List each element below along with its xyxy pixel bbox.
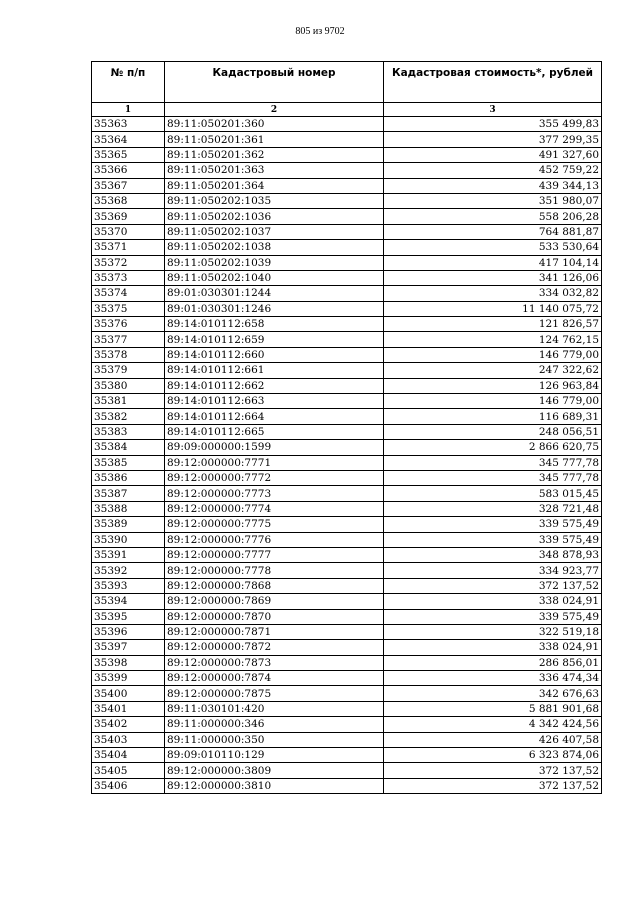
row-number-cell: 35394 (92, 594, 165, 609)
cadastral-number-cell: 89:12:000000:7778 (165, 563, 384, 578)
cadastral-number-cell: 89:12:000000:7869 (165, 594, 384, 609)
cadastral-number-cell: 89:11:050201:360 (165, 117, 384, 132)
header-cadastral-number: Кадастровый номер (165, 62, 384, 103)
row-number-cell: 35401 (92, 701, 165, 716)
table-row (92, 563, 602, 578)
cadastral-number-cell: 89:12:000000:3809 (165, 763, 384, 778)
row-number-cell: 35373 (92, 270, 165, 285)
table-row (92, 671, 602, 686)
row-number-cell: 35385 (92, 455, 165, 470)
cadastral-value-cell: 121 826,57 (384, 317, 602, 332)
table-row (92, 655, 602, 670)
table-row (92, 624, 602, 639)
cadastral-value-cell: 4 342 424,56 (384, 717, 602, 732)
cadastral-number-cell: 89:12:000000:3810 (165, 778, 384, 793)
row-number-cell: 35382 (92, 409, 165, 424)
row-number-cell: 35376 (92, 317, 165, 332)
row-number-cell: 35374 (92, 286, 165, 301)
row-number-cell: 35392 (92, 563, 165, 578)
header-row-number: № п/п (92, 62, 165, 103)
row-number-cell: 35367 (92, 178, 165, 193)
cadastral-value-cell: 5 881 901,68 (384, 701, 602, 716)
cadastral-number-cell: 89:14:010112:661 (165, 363, 384, 378)
table-row (92, 470, 602, 485)
cadastral-value-cell: 345 777,78 (384, 455, 602, 470)
table-row (92, 748, 602, 763)
table-header (92, 62, 602, 117)
table-row (92, 547, 602, 562)
row-number-cell: 35375 (92, 301, 165, 316)
cadastral-value-cell: 355 499,83 (384, 117, 602, 132)
cadastral-value-cell: 533 530,64 (384, 240, 602, 255)
cadastral-value-cell: 328 721,48 (384, 501, 602, 516)
cadastral-number-cell: 89:11:050202:1036 (165, 209, 384, 224)
row-number-cell: 35405 (92, 763, 165, 778)
row-number-cell: 35377 (92, 332, 165, 347)
row-number-cell: 35383 (92, 424, 165, 439)
cadastral-value-cell: 247 322,62 (384, 363, 602, 378)
table-row (92, 193, 602, 208)
table-row (92, 594, 602, 609)
cadastral-number-cell: 89:12:000000:7771 (165, 455, 384, 470)
table-row (92, 117, 602, 132)
cadastral-value-cell: 377 299,35 (384, 132, 602, 147)
table-row (92, 332, 602, 347)
row-number-cell: 35379 (92, 363, 165, 378)
cadastral-value-cell: 116 689,31 (384, 409, 602, 424)
row-number-cell: 35368 (92, 193, 165, 208)
table-row (92, 732, 602, 747)
table-row (92, 270, 602, 285)
row-number-cell: 35365 (92, 147, 165, 162)
cadastral-value-cell: 146 779,00 (384, 394, 602, 409)
cadastral-value-cell: 248 056,51 (384, 424, 602, 439)
table-row (92, 501, 602, 516)
cadastral-value-cell: 338 024,91 (384, 640, 602, 655)
row-number-cell: 35393 (92, 578, 165, 593)
cadastral-number-cell: 89:14:010112:659 (165, 332, 384, 347)
cadastral-number-cell: 89:11:050202:1040 (165, 270, 384, 285)
table-row (92, 701, 602, 716)
row-number-cell: 35389 (92, 517, 165, 532)
row-number-cell: 35390 (92, 532, 165, 547)
cadastral-number-cell: 89:12:000000:7777 (165, 547, 384, 562)
cadastral-value-cell: 452 759,22 (384, 163, 602, 178)
table-row (92, 178, 602, 193)
row-number-cell: 35399 (92, 671, 165, 686)
row-number-cell: 35391 (92, 547, 165, 562)
cadastral-value-cell: 338 024,91 (384, 594, 602, 609)
table-row (92, 424, 602, 439)
cadastral-value-cell: 126 963,84 (384, 378, 602, 393)
cadastral-number-cell: 89:01:030301:1244 (165, 286, 384, 301)
row-number-cell: 35400 (92, 686, 165, 701)
table-row (92, 578, 602, 593)
cadastral-value-cell: 417 104,14 (384, 255, 602, 270)
table-row (92, 394, 602, 409)
column-number-2: 2 (165, 103, 384, 117)
cadastral-number-cell: 89:11:050201:364 (165, 178, 384, 193)
row-number-cell: 35364 (92, 132, 165, 147)
table-body (92, 117, 602, 794)
table-row (92, 347, 602, 362)
cadastral-value-cell: 11 140 075,72 (384, 301, 602, 316)
cadastral-value-cell: 348 878,93 (384, 547, 602, 562)
cadastral-number-cell: 89:12:000000:7773 (165, 486, 384, 501)
cadastral-number-cell: 89:14:010112:662 (165, 378, 384, 393)
cadastral-value-cell: 334 032,82 (384, 286, 602, 301)
table-row (92, 440, 602, 455)
table-row (92, 163, 602, 178)
row-number-cell: 35402 (92, 717, 165, 732)
cadastral-value-cell: 336 474,34 (384, 671, 602, 686)
table-row (92, 778, 602, 793)
cadastral-number-cell: 89:12:000000:7772 (165, 470, 384, 485)
cadastral-value-cell: 439 344,13 (384, 178, 602, 193)
cadastral-number-cell: 89:11:050202:1037 (165, 224, 384, 239)
cadastral-number-cell: 89:12:000000:7874 (165, 671, 384, 686)
cadastral-number-cell: 89:14:010112:658 (165, 317, 384, 332)
table-row (92, 717, 602, 732)
row-number-cell: 35384 (92, 440, 165, 455)
page-number-header: 805 из 9702 (295, 26, 345, 37)
cadastral-value-cell: 372 137,52 (384, 763, 602, 778)
cadastral-number-cell: 89:12:000000:7872 (165, 640, 384, 655)
cadastral-number-cell: 89:12:000000:7868 (165, 578, 384, 593)
header-cadastral-value: Кадастровая стоимость*, рублей (384, 62, 602, 103)
row-number-cell: 35378 (92, 347, 165, 362)
column-number-3: 3 (384, 103, 602, 117)
row-number-cell: 35395 (92, 609, 165, 624)
table-row (92, 209, 602, 224)
cadastral-value-cell: 426 407,58 (384, 732, 602, 747)
cadastral-number-cell: 89:12:000000:7870 (165, 609, 384, 624)
table-row (92, 686, 602, 701)
row-number-cell: 35403 (92, 732, 165, 747)
cadastral-value-cell: 345 777,78 (384, 470, 602, 485)
table-row (92, 363, 602, 378)
cadastral-number-cell: 89:11:000000:346 (165, 717, 384, 732)
row-number-cell: 35372 (92, 255, 165, 270)
cadastral-value-table (91, 61, 602, 794)
cadastral-number-cell: 89:11:050202:1039 (165, 255, 384, 270)
row-number-cell: 35363 (92, 117, 165, 132)
cadastral-value-cell: 124 762,15 (384, 332, 602, 347)
cadastral-value-cell: 146 779,00 (384, 347, 602, 362)
cadastral-value-cell: 286 856,01 (384, 655, 602, 670)
table-row (92, 301, 602, 316)
row-number-cell: 35366 (92, 163, 165, 178)
table-row (92, 609, 602, 624)
cadastral-value-cell: 351 980,07 (384, 193, 602, 208)
cadastral-number-cell: 89:14:010112:665 (165, 424, 384, 439)
cadastral-value-cell: 558 206,28 (384, 209, 602, 224)
cadastral-value-cell: 372 137,52 (384, 778, 602, 793)
cadastral-value-cell: 339 575,49 (384, 517, 602, 532)
cadastral-value-cell: 2 866 620,75 (384, 440, 602, 455)
column-number-row (92, 103, 602, 117)
cadastral-number-cell: 89:12:000000:7775 (165, 517, 384, 532)
cadastral-value-cell: 372 137,52 (384, 578, 602, 593)
cadastral-number-cell: 89:01:030301:1246 (165, 301, 384, 316)
cadastral-number-cell: 89:12:000000:7871 (165, 624, 384, 639)
table-row (92, 255, 602, 270)
cadastral-number-cell: 89:12:000000:7873 (165, 655, 384, 670)
row-number-cell: 35371 (92, 240, 165, 255)
cadastral-number-cell: 89:11:050201:363 (165, 163, 384, 178)
cadastral-value-cell: 322 519,18 (384, 624, 602, 639)
row-number-cell: 35396 (92, 624, 165, 639)
cadastral-number-cell: 89:09:000000:1599 (165, 440, 384, 455)
table-row (92, 378, 602, 393)
row-number-cell: 35406 (92, 778, 165, 793)
cadastral-value-cell: 341 126,06 (384, 270, 602, 285)
row-number-cell: 35404 (92, 748, 165, 763)
row-number-cell: 35398 (92, 655, 165, 670)
table-row (92, 763, 602, 778)
cadastral-value-cell: 339 575,49 (384, 532, 602, 547)
table-row (92, 532, 602, 547)
row-number-cell: 35388 (92, 501, 165, 516)
cadastral-number-cell: 89:12:000000:7774 (165, 501, 384, 516)
row-number-cell: 35380 (92, 378, 165, 393)
cadastral-number-cell: 89:12:000000:7776 (165, 532, 384, 547)
table-row (92, 286, 602, 301)
row-number-cell: 35397 (92, 640, 165, 655)
table-row (92, 147, 602, 162)
cadastral-number-cell: 89:11:050201:361 (165, 132, 384, 147)
cadastral-number-cell: 89:09:010110:129 (165, 748, 384, 763)
row-number-cell: 35386 (92, 470, 165, 485)
table-row (92, 224, 602, 239)
cadastral-number-cell: 89:14:010112:664 (165, 409, 384, 424)
cadastral-number-cell: 89:11:050201:362 (165, 147, 384, 162)
row-number-cell: 35370 (92, 224, 165, 239)
cadastral-number-cell: 89:11:050202:1035 (165, 193, 384, 208)
cadastral-value-cell: 334 923,77 (384, 563, 602, 578)
cadastral-value-cell: 6 323 874,06 (384, 748, 602, 763)
cadastral-number-cell: 89:11:000000:350 (165, 732, 384, 747)
row-number-cell: 35387 (92, 486, 165, 501)
cadastral-value-cell: 342 676,63 (384, 686, 602, 701)
cadastral-value-cell: 491 327,60 (384, 147, 602, 162)
table-row (92, 317, 602, 332)
header-row (92, 62, 602, 103)
cadastral-number-cell: 89:14:010112:660 (165, 347, 384, 362)
table-row (92, 409, 602, 424)
table-row (92, 240, 602, 255)
table-row (92, 455, 602, 470)
table-row (92, 486, 602, 501)
row-number-cell: 35369 (92, 209, 165, 224)
cadastral-value-cell: 764 881,87 (384, 224, 602, 239)
cadastral-value-cell: 583 015,45 (384, 486, 602, 501)
cadastral-number-cell: 89:14:010112:663 (165, 394, 384, 409)
table-row (92, 640, 602, 655)
cadastral-number-cell: 89:11:050202:1038 (165, 240, 384, 255)
row-number-cell: 35381 (92, 394, 165, 409)
cadastral-number-cell: 89:12:000000:7875 (165, 686, 384, 701)
column-number-1: 1 (92, 103, 165, 117)
table-row (92, 517, 602, 532)
table-row (92, 132, 602, 147)
cadastral-number-cell: 89:11:030101:420 (165, 701, 384, 716)
cadastral-value-cell: 339 575,49 (384, 609, 602, 624)
